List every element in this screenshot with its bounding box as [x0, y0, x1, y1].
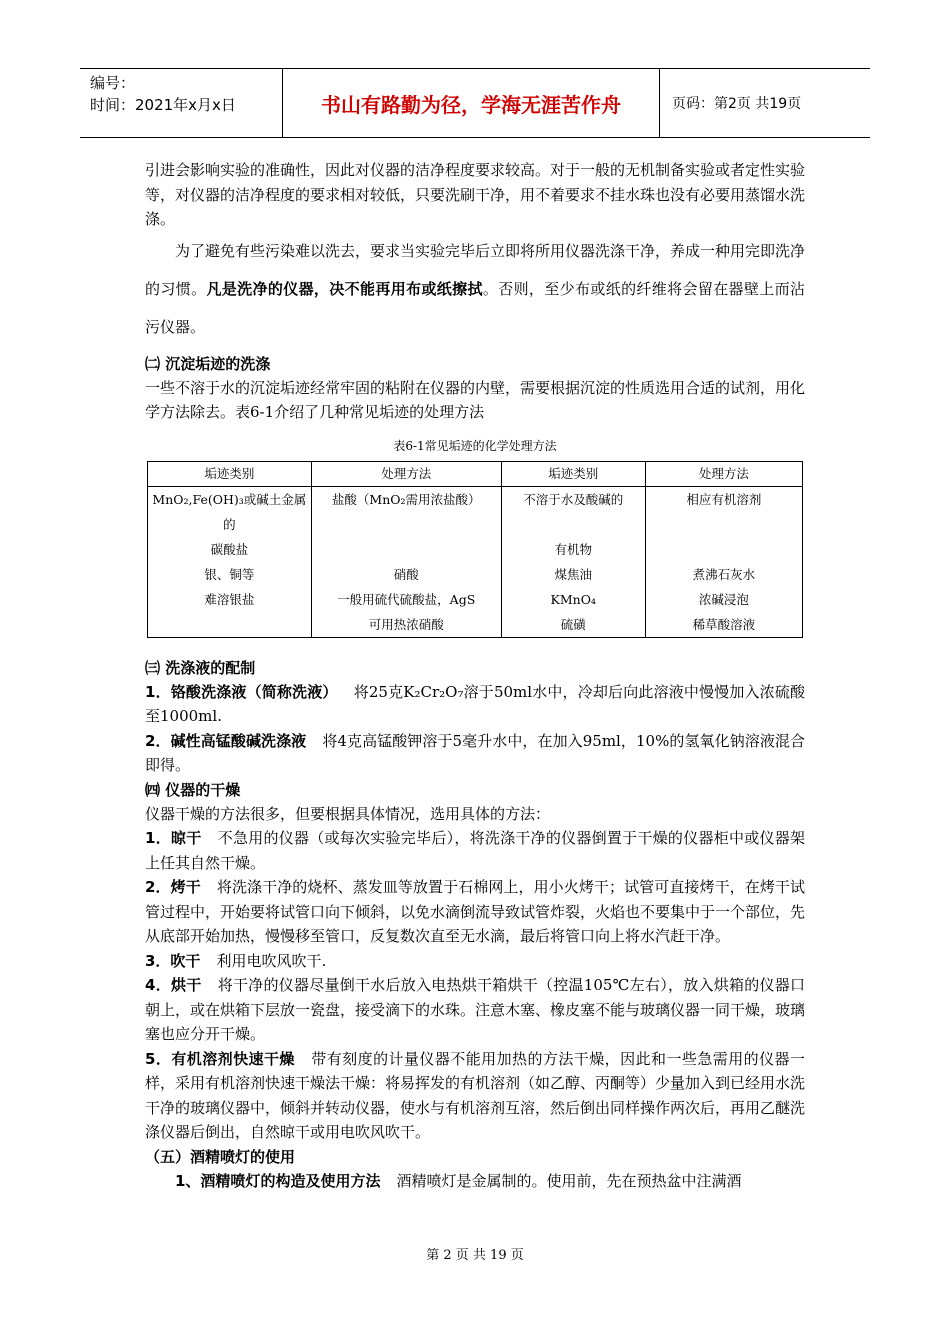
table-row: [148, 537, 803, 562]
table-cell: 硝酸: [311, 562, 501, 587]
table-cell: 有机物: [501, 537, 645, 562]
header-motto: 书山有路勤为径，学海无涯苦作舟: [283, 69, 660, 137]
table-header-cell: 垢迹类别: [501, 461, 645, 486]
table-header-cell: 处理方法: [645, 461, 802, 486]
table-cell: 一般用硫代硫酸盐，AgS: [311, 587, 501, 612]
paragraph-drying-intro: 仪器干燥的方法很多，但要根据具体情况，选用具体的方法：: [145, 804, 551, 823]
scale-treatment-table: [147, 461, 803, 638]
item-air-dry-label: 1．晾干: [145, 829, 202, 847]
item-lamp-structure: [145, 1169, 805, 1194]
table-cell: 硫磺: [501, 612, 645, 638]
section-title-alcohol-lamp: （五）酒精喷灯的使用: [145, 1147, 296, 1166]
item-permanganate-wash-text: 将4克高锰酸钾溶于5毫升水中，在加入95ml，10%的氢氧化钠溶液混合即得。: [145, 731, 805, 774]
item-permanganate-wash-label: 2．碱性高锰酸碱洗涤液: [145, 731, 307, 750]
paragraph-intro: 引进会影响实验的准确性，因此对仪器的洁净程度要求较高。对于一般的无机制备实验或者定性实验等，对仪器的洁净程度的要求相对较低，只要洗刷干净，用不着要求不挂水珠也没有必要用蒸馏水洗涤。: [145, 161, 806, 228]
header-date-label: 时间：2021年x月x日: [90, 96, 236, 114]
item-oven-dry-label: 4．烘干: [145, 976, 202, 994]
paragraph-wash-habit-b: 。否则，至少布或纸的纤维将会留在器壁上而沾污仪器。: [145, 279, 805, 336]
table-cell: 难溶银盐: [148, 587, 312, 612]
table-row: [148, 486, 803, 537]
paragraph-wash-habit-a: 为了避免有些污染难以洗去，要求当实验完毕后立即将所用仪器洗涤干净，养成一种用完即洗净的习惯。: [145, 241, 806, 298]
item-blow-dry: [145, 949, 805, 974]
item-chromic-wash: [145, 680, 805, 729]
section-title-sediment: ㈡ 沉淀垢迹的洗涤: [145, 354, 271, 373]
header-meta: [80, 69, 283, 137]
paragraph-wash-habit-bold: 凡是洗净的仪器，决不能再用布或纸擦拭: [206, 279, 483, 298]
item-permanganate-wash: [145, 729, 805, 778]
table-row: [148, 562, 803, 587]
table-header-cell: 处理方法: [311, 461, 501, 486]
paragraph-wash-habit: [145, 232, 805, 346]
item-chromic-wash-label: 1．铬酸洗涤液（简称洗液）: [145, 682, 338, 701]
table-cell: [645, 537, 802, 562]
table-cell: 相应有机溶剂: [645, 486, 802, 537]
item-solvent-dry-text: 带有刻度的计量仪器不能用加热的方法干燥，因此和一些急需用的仪器一样，采用有机溶剂快速干燥法干燥：将易挥发的有机溶剂（如乙醇、丙酮等）少量加入到已经用水洗干净的玻璃仪器中，倾斜并转动仪器，使水与有机溶剂互溶，然后倒出同样操作两次后，再用乙醚洗涤仪器后倒出，自然晾干或用电吹风吹干。: [145, 1049, 806, 1141]
table-cell: [311, 537, 501, 562]
header-id-label: 编号：: [90, 74, 136, 92]
paragraph-sediment: 一些不溶于水的沉淀垢迹经常牢固的粘附在仪器的内壁，需要根据沉淀的性质选用合适的试剂，用化学方法除去。表6-1介绍了几种常见垢迹的处理方法: [145, 378, 806, 421]
table-cell: 不溶于水及酸碱的: [501, 486, 645, 537]
table-row: [148, 612, 803, 638]
table-cell: KMnO₄: [501, 587, 645, 612]
item-oven-dry: [145, 973, 805, 1047]
item-oven-dry-text: 将干净的仪器尽量倒干水后放入电热烘干箱烘干（控温105℃左右），放入烘箱的仪器口朝上，或在烘箱下层放一瓷盘，接受滴下的水珠。注意木塞、橡皮塞不能与玻璃仪器一同干燥，玻璃塞也应分开干燥。: [145, 976, 806, 1043]
document-body: [145, 158, 805, 1193]
table-row: [148, 587, 803, 612]
table-cell: 银、铜等: [148, 562, 312, 587]
table-cell: 煤焦油: [501, 562, 645, 587]
item-blow-dry-text: 利用电吹风吹干.: [216, 951, 327, 970]
item-solvent-dry-label: 5．有机溶剂快速干燥: [145, 1049, 295, 1068]
item-lamp-structure-text: 酒精喷灯是金属制的。使用前，先在预热盆中注满酒: [396, 1171, 742, 1190]
item-chromic-wash-text: 将25克K₂Cr₂O₇溶于50ml水中，冷却后向此溶液中慢慢加入浓硫酸至1000ml.: [145, 682, 805, 725]
item-bake-dry: [145, 875, 805, 949]
section-title-wash-liquid: ㈢ 洗涤液的配制: [145, 658, 256, 677]
item-blow-dry-label: 3．吹干: [145, 951, 201, 970]
section-title-drying: ㈣ 仪器的干燥: [145, 780, 241, 799]
header-page-info: 页码：第2页 共19页: [672, 96, 802, 112]
table-cell: 可用热浓硝酸: [311, 612, 501, 638]
table-cell: [148, 612, 312, 638]
table-cell: 煮沸石灰水: [645, 562, 802, 587]
item-air-dry-text: 不急用的仪器（或每次实验完毕后），将洗涤干净的仪器倒置于干燥的仪器柜中或仪器架上任其自然干燥。: [145, 829, 805, 872]
item-lamp-structure-label: 1、酒精喷灯的构造及使用方法: [175, 1171, 381, 1190]
table-header-row: [148, 461, 803, 486]
item-solvent-dry: [145, 1047, 805, 1145]
table-cell: MnO₂,Fe(OH)₃或碱土金属的: [148, 486, 312, 537]
table-cell: 盐酸（MnO₂需用浓盐酸）: [311, 486, 501, 537]
table-caption: 表6-1常见垢迹的化学处理方法: [393, 438, 557, 453]
table-header-cell: 垢迹类别: [148, 461, 312, 486]
table-cell: 浓碱浸泡: [645, 587, 802, 612]
item-bake-dry-label: 2．烤干: [145, 878, 201, 896]
table-cell: 稀草酸溶液: [645, 612, 802, 638]
page-footer: 第 2 页 共 19 页: [426, 1248, 524, 1263]
page-header: [80, 68, 870, 138]
item-bake-dry-text: 将洗涤干净的烧杯、蒸发皿等放置于石棉网上，用小火烤干；试管可直接烤干，在烤干试管过程中，开始要将试管口向下倾斜，以免水滴倒流导致试管炸裂，火焰也不要集中于一个部位，先从底部开始加热，慢慢移至管口，反复数次直至无水滴，最后将管口向上将水汽赶干净。: [145, 878, 806, 945]
item-air-dry: [145, 826, 805, 875]
table-cell: 碳酸盐: [148, 537, 312, 562]
